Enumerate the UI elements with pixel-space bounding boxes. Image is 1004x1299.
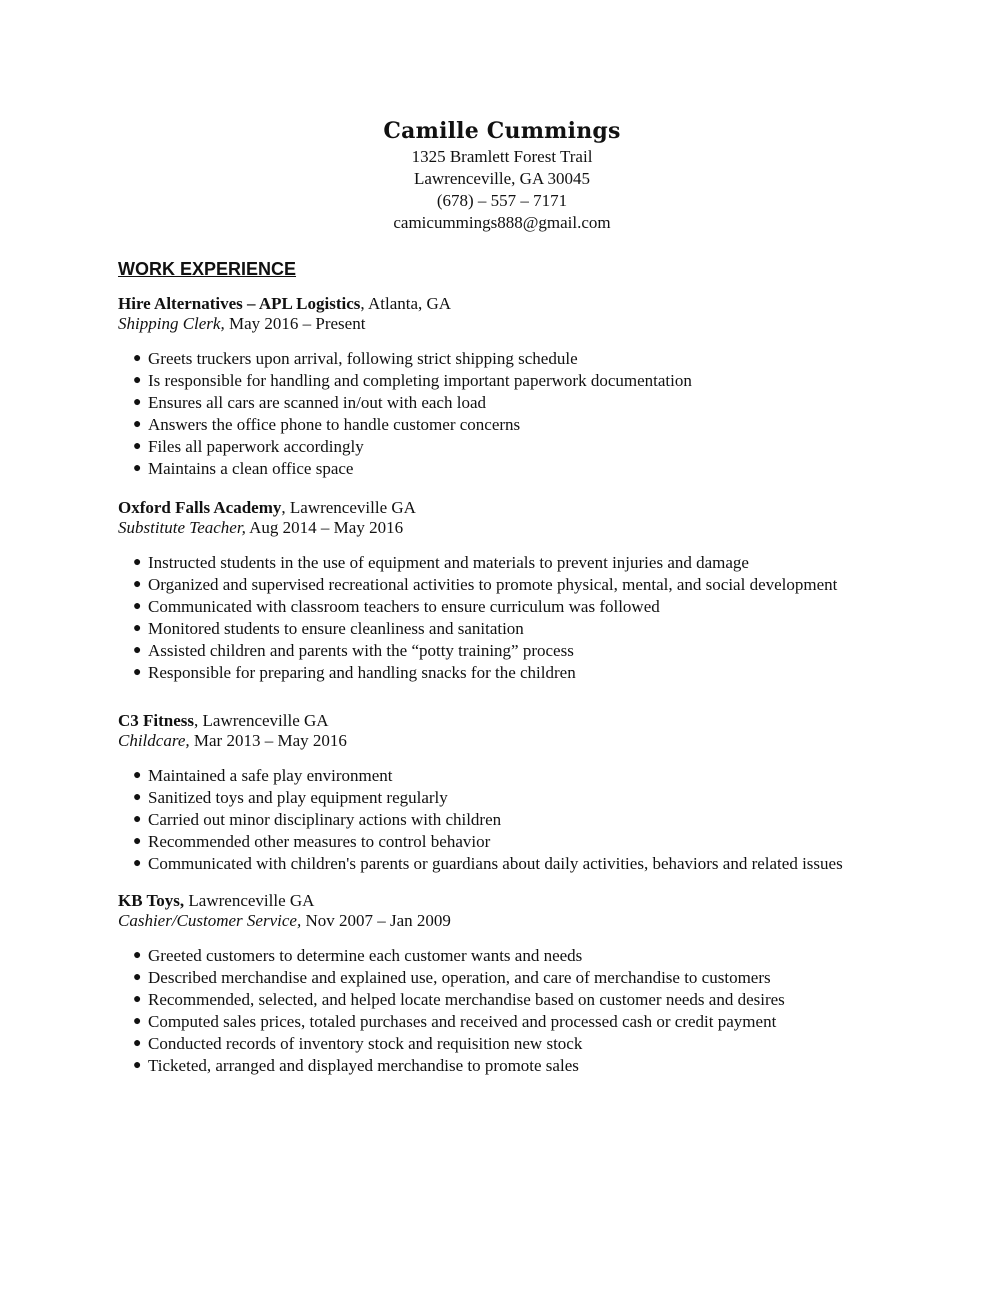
list-item: ● Ensures all cars are scanned in/out with each load	[133, 393, 486, 412]
job-title: Substitute Teacher,	[118, 518, 246, 537]
phone-number: (678) – 557 – 7171	[436, 191, 568, 210]
duties-list	[118, 765, 958, 875]
bullet-icon: ●	[133, 373, 142, 388]
duties-list	[118, 945, 958, 1077]
company-name: KB Toys,	[118, 891, 185, 910]
bullet-icon: ●	[133, 1058, 142, 1073]
job-title: Shipping Clerk,	[118, 314, 225, 333]
bullet-icon: ●	[133, 992, 142, 1007]
job-dates: May 2016 – Present	[224, 314, 366, 333]
job-title: Childcare,	[118, 731, 190, 750]
bullet-icon: ●	[133, 621, 142, 636]
list-item: ● Recommended, selected, and helped locate merchandise based on customer needs and desires	[133, 990, 785, 1009]
list-item: ● Answers the office phone to handle customer concerns	[133, 415, 521, 434]
list-item: ● Is responsible for handling and completing important paperwork documentation	[133, 371, 692, 390]
bullet-icon: ●	[133, 856, 142, 871]
list-item: ● Greeted customers to determine each customer wants and needs	[133, 946, 583, 965]
job-role	[118, 731, 958, 751]
job-entry	[118, 711, 958, 875]
list-item: ● Greets truckers upon arrival, following strict shipping schedule	[133, 349, 578, 368]
company-name: C3 Fitness	[118, 711, 195, 730]
bullet-icon: ●	[133, 948, 142, 963]
job-dates: Aug 2014 – May 2016	[245, 518, 404, 537]
bullet-icon: ●	[133, 1036, 142, 1051]
list-item: ● Monitored students to ensure cleanliness and sanitation	[133, 619, 524, 638]
list-item: ● Ticketed, arranged and displayed merchandise to promote sales	[133, 1056, 579, 1075]
list-item: ● Sanitized toys and play equipment regularly	[133, 788, 448, 807]
company-location: , Atlanta, GA	[360, 294, 452, 313]
bullet-icon: ●	[133, 577, 142, 592]
bullet-icon: ●	[133, 351, 142, 366]
company-location: , Lawrenceville GA	[281, 498, 416, 517]
job-title: Cashier/Customer Service,	[118, 911, 302, 930]
list-item: ● Assisted children and parents with the “potty training” process	[133, 641, 574, 660]
job-dates: Mar 2013 – May 2016	[189, 731, 347, 750]
job-role	[118, 314, 958, 334]
job-heading	[118, 498, 958, 518]
bullet-icon: ●	[133, 812, 142, 827]
bullet-icon: ●	[133, 1014, 142, 1029]
bullet-icon: ●	[133, 417, 142, 432]
list-item: ● Communicated with classroom teachers to ensure curriculum was followed	[133, 597, 660, 616]
duties-list	[118, 552, 958, 684]
list-item: ● Maintained a safe play environment	[133, 766, 393, 785]
list-item: ● Carried out minor disciplinary actions with children	[133, 810, 502, 829]
company-location: , Lawrenceville GA	[194, 711, 329, 730]
bullet-icon: ●	[133, 643, 142, 658]
company-name: Hire Alternatives – APL Logistics	[118, 294, 361, 313]
bullet-icon: ●	[133, 970, 142, 985]
bullet-icon: ●	[133, 555, 142, 570]
bullet-icon: ●	[133, 834, 142, 849]
bullet-icon: ●	[133, 395, 142, 410]
job-entry	[118, 891, 958, 1077]
list-item: ● Responsible for preparing and handling snacks for the children	[133, 663, 576, 682]
address-street: 1325 Bramlett Forest Trail	[411, 147, 593, 166]
address-city: Lawrenceville, GA 30045	[413, 169, 591, 188]
email-address: camicummings888@gmail.com	[393, 213, 611, 232]
bullet-icon: ●	[133, 790, 142, 805]
list-item: ● Files all paperwork accordingly	[133, 437, 364, 456]
job-entry	[118, 294, 958, 480]
list-item: ● Computed sales prices, totaled purchases and received and processed cash or credit payment	[133, 1012, 777, 1031]
list-item: ● Communicated with children's parents or guardians about daily activities, behaviors and related issues	[133, 854, 843, 873]
section-title-work-experience: WORK EXPERIENCE	[118, 259, 297, 279]
job-heading	[118, 711, 958, 731]
duties-list	[118, 348, 958, 480]
list-item: ● Instructed students in the use of equipment and materials to prevent injuries and damage	[133, 553, 749, 572]
job-heading	[118, 294, 958, 314]
company-location: Lawrenceville GA	[184, 891, 315, 910]
list-item: ● Conducted records of inventory stock and requisition new stock	[133, 1034, 583, 1053]
list-item: ● Maintains a clean office space	[133, 459, 354, 478]
bullet-icon: ●	[133, 665, 142, 680]
job-entry	[118, 498, 958, 684]
list-item: ● Described merchandise and explained use, operation, and care of merchandise to customers	[133, 968, 771, 987]
candidate-name: Camille Cummings	[383, 118, 621, 144]
list-item: ● Organized and supervised recreational activities to promote physical, mental, and social development	[133, 575, 838, 594]
bullet-icon: ●	[133, 768, 142, 783]
job-role	[118, 518, 958, 538]
bullet-icon: ●	[133, 439, 142, 454]
job-role	[118, 911, 958, 931]
bullet-icon: ●	[133, 599, 142, 614]
bullet-icon: ●	[133, 461, 142, 476]
company-name: Oxford Falls Academy	[118, 498, 282, 517]
job-dates: Nov 2007 – Jan 2009	[301, 911, 451, 930]
resume-header	[0, 116, 1004, 234]
job-heading	[118, 891, 958, 911]
list-item: ● Recommended other measures to control behavior	[133, 832, 491, 851]
